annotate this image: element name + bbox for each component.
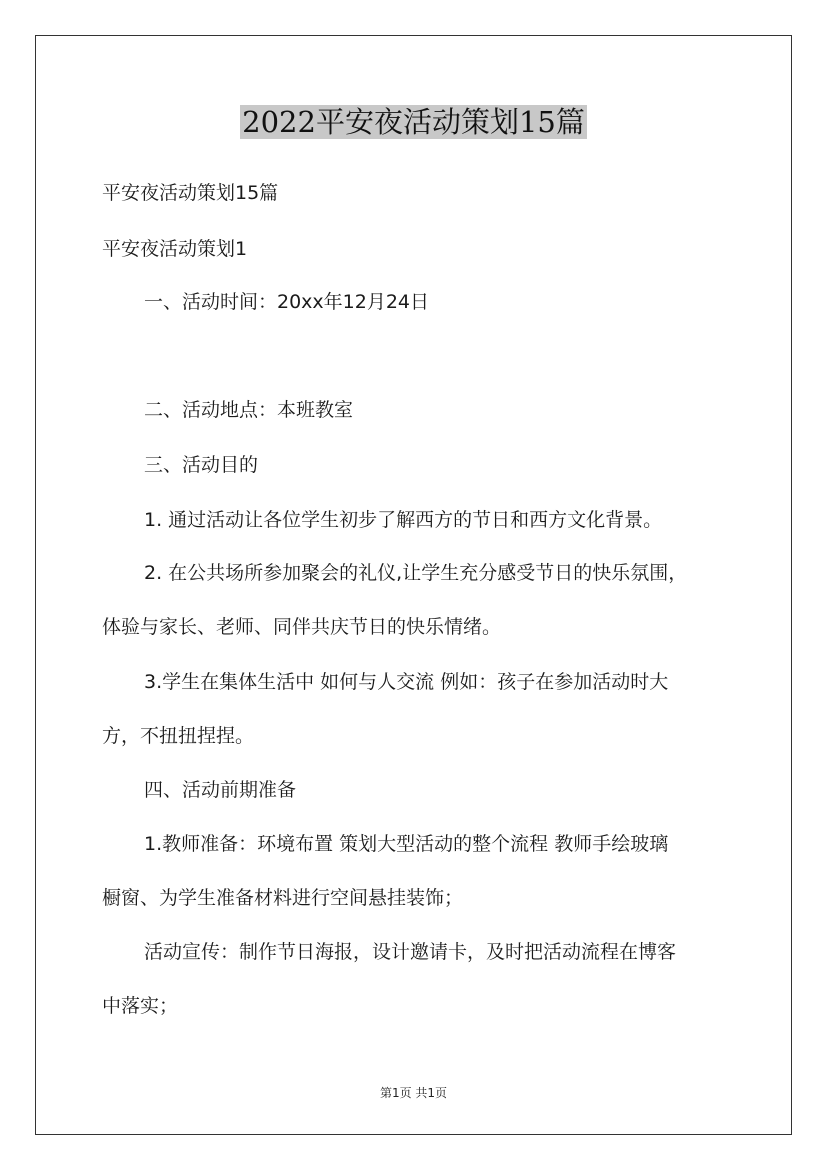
- paragraph-line: 四、活动前期准备: [144, 779, 297, 801]
- paragraph-line: 1.教师准备：环境布置 策划大型活动的整个流程 教师手绘玻璃: [144, 833, 669, 855]
- section-heading: 平安夜活动策划1: [102, 238, 248, 260]
- paragraph-line: 一、活动时间：20xx年12月24日: [144, 291, 430, 313]
- document-title: [0, 102, 827, 142]
- paragraph-line: 橱窗、为学生准备材料进行空间悬挂装饰；: [102, 887, 464, 909]
- document-title-text: 2022平安夜活动策划15篇: [242, 105, 585, 139]
- paragraph-line: 2. 在公共场所参加聚会的礼仪,让学生充分感受节日的快乐氛围，: [144, 562, 688, 584]
- paragraph-line: 1. 通过活动让各位学生初步了解西方的节日和西方文化背景。: [144, 509, 663, 531]
- paragraph-line: 活动宣传：制作节日海报，设计邀请卡，及时把活动流程在博客: [144, 941, 677, 963]
- paragraph-line: 二、活动地点：本班教室: [144, 399, 354, 421]
- page-footer: 第1页 共1页: [379, 1086, 448, 1100]
- paragraph-line: 中落实；: [102, 995, 179, 1017]
- paragraph-line: 方，不扭扭捏捏。: [102, 725, 255, 747]
- paragraph-line: 3.学生在集体生活中 如何与人交流 例如：孩子在参加活动时大: [144, 671, 669, 693]
- paragraph-line: 体验与家长、老师、同伴共庆节日的快乐情绪。: [102, 616, 502, 638]
- subtitle-line: 平安夜活动策划15篇: [102, 182, 279, 204]
- paragraph-line: 三、活动目的: [144, 454, 259, 476]
